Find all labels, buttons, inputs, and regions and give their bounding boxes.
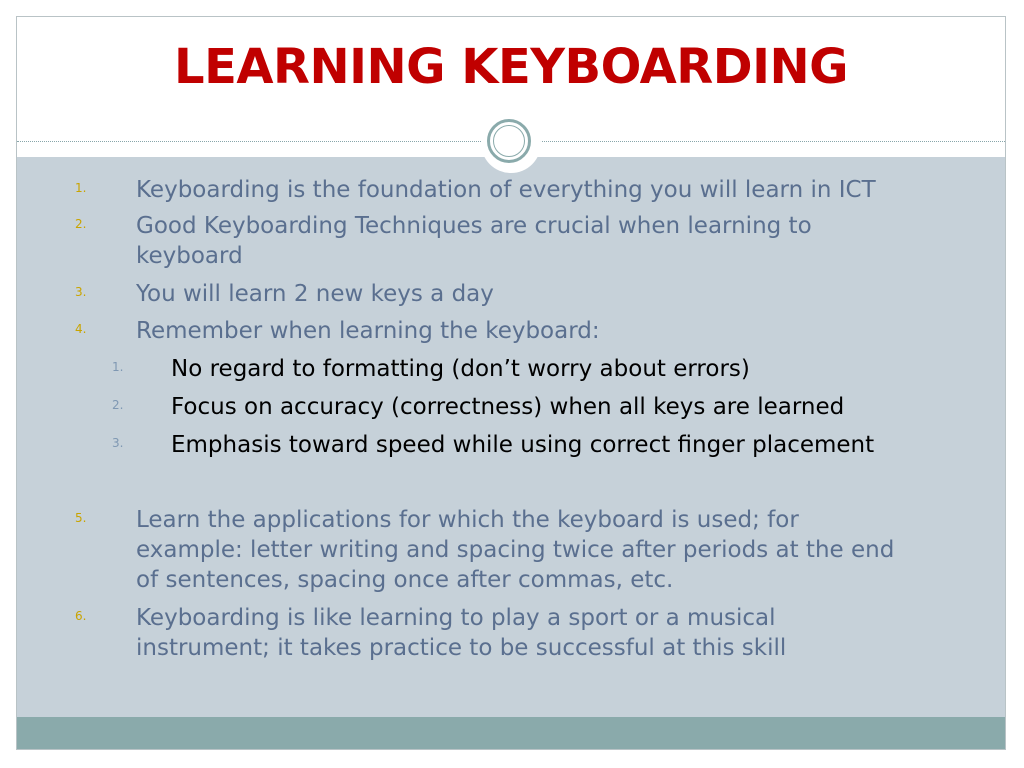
list-item-text: instrument; it takes practice to be successful at this skill <box>136 635 787 661</box>
slide <box>16 16 1006 750</box>
list-number: 6. <box>75 609 87 623</box>
ornament-inner-ring <box>493 125 525 157</box>
sub-list-item-text: No regard to formatting (don’t worry about errors) <box>171 356 750 382</box>
bullet-list <box>17 157 1005 717</box>
list-number: 4. <box>75 322 87 336</box>
list-item-text: of sentences, spacing once after commas, etc. <box>136 567 674 593</box>
list-item-text: Remember when learning the keyboard: <box>136 318 600 344</box>
slide-title: LEARNING KEYBOARDING <box>173 39 849 95</box>
sub-list-item-text: Focus on accuracy (correctness) when all keys are learned <box>171 394 845 420</box>
sub-list-item-text: Emphasis toward speed while using correct finger placement <box>171 432 875 458</box>
list-number: 1. <box>112 360 124 374</box>
list-number: 2. <box>75 217 87 231</box>
footer-band <box>17 717 1005 750</box>
list-item-text: You will learn 2 new keys a day <box>136 281 494 307</box>
list-item-text: Keyboarding is like learning to play a sport or a musical <box>136 605 776 631</box>
list-item-text: Keyboarding is the foundation of everything you will learn in ICT <box>136 177 876 203</box>
list-number: 1. <box>75 181 87 195</box>
list-number: 5. <box>75 511 87 525</box>
content-area <box>17 157 1005 717</box>
list-item-text: Learn the applications for which the keyboard is used; for <box>136 507 799 533</box>
list-number: 3. <box>75 285 87 299</box>
list-number: 3. <box>112 436 124 450</box>
list-item-text: keyboard <box>136 243 243 269</box>
list-item-text: example: letter writing and spacing twice after periods at the end <box>136 537 895 563</box>
list-number: 2. <box>112 398 124 412</box>
list-item-text: Good Keyboarding Techniques are crucial when learning to <box>136 213 812 239</box>
